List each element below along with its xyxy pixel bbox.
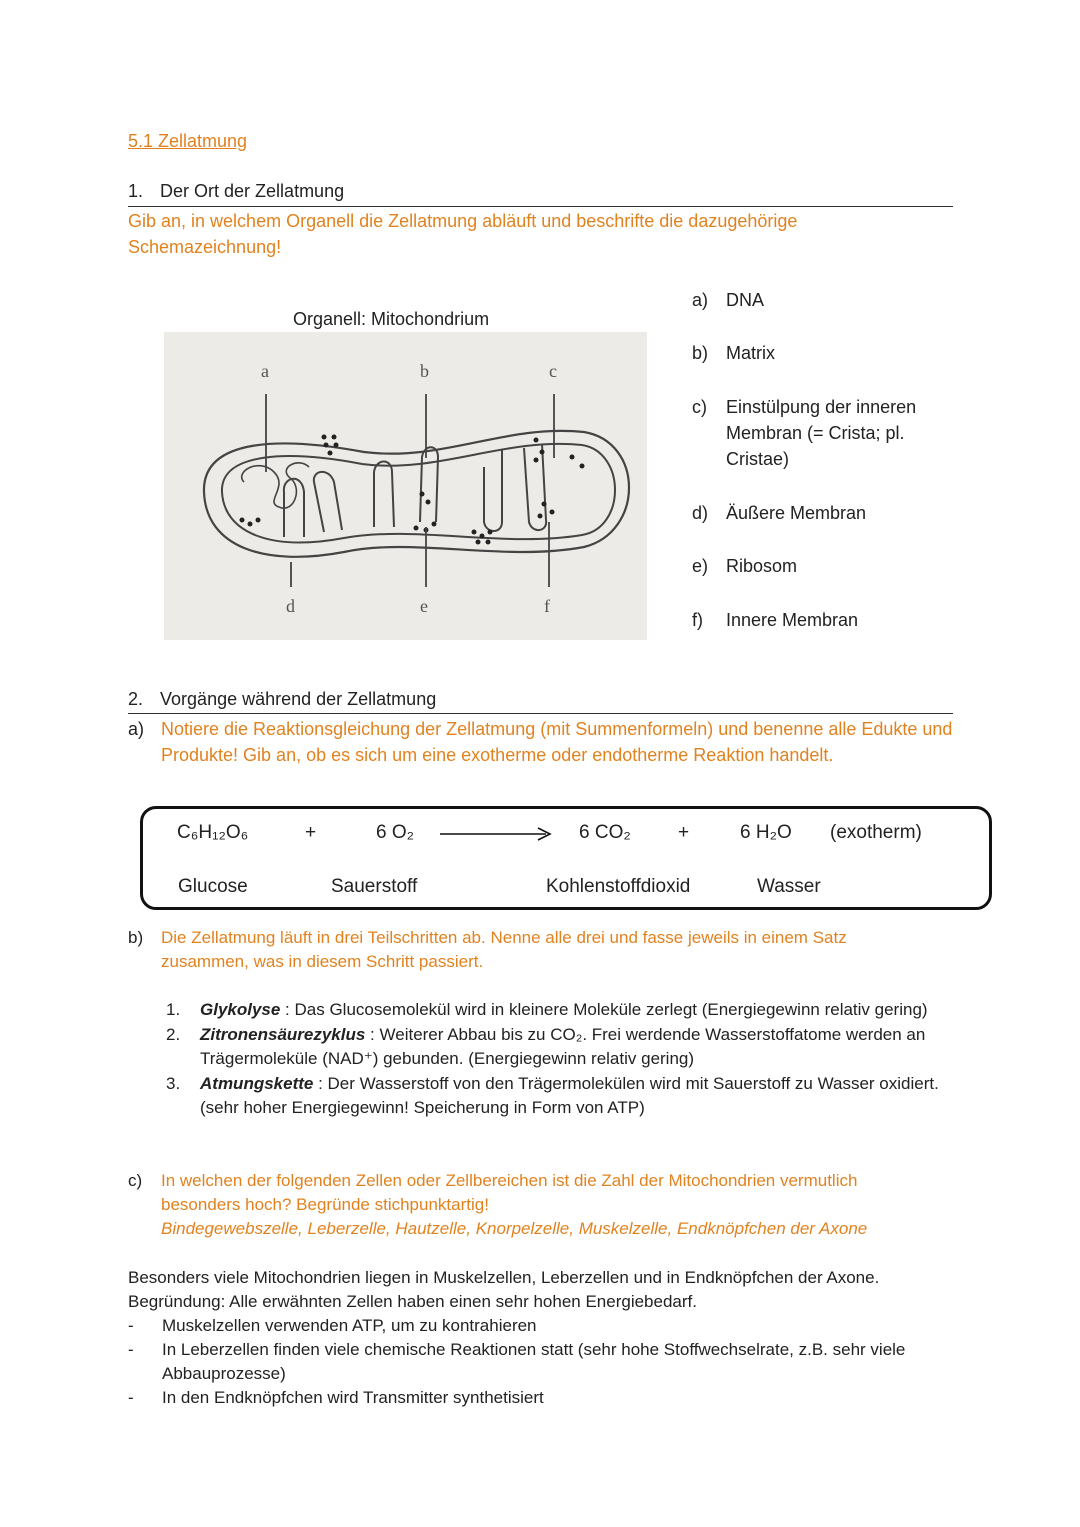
label-e: e) Ribosom: [692, 556, 798, 576]
task-2b: b) Die Zellatmung läuft in drei Teilschritten ab. Nenne alle drei und fasse jeweils in einem Satz zusammen, was in diesem Schritt passiert.: [128, 928, 847, 971]
plus-sign-2: +: [678, 822, 690, 843]
part1-title: Der Ort der Zellatmung: [160, 181, 345, 201]
diagram-letter-e: e: [420, 596, 428, 616]
label-b: b) Matrix: [692, 343, 775, 363]
step-3: 3. Atmungskette : Der Wasserstoff von den Trägermolekülen wird mit Sauerstoff zu Wasser oxidiert. (sehr hoher Energiegewinn! Speicherung in Form von ATP): [166, 1074, 939, 1117]
diagram-letter-f: f: [544, 596, 550, 616]
steps-list: [166, 998, 951, 1121]
part2-rule: [128, 713, 953, 714]
step-2: 2. Zitronensäurezyklus : Weiterer Abbau bis zu CO₂. Frei werdende Wasserstoffatome werden an Trägermoleküle (NAD⁺) gebunden. (Energiegewinn relativ gering): [166, 1025, 926, 1068]
reason-bullet-1: - Muskelzellen verwenden ATP, um zu kontrahieren: [128, 1314, 918, 1338]
water-formula: 6 H₂O: [740, 822, 792, 843]
mitochondrion-diagram: [164, 332, 647, 640]
label-d: d) Äußere Membran: [692, 503, 867, 523]
diagram-letter-d: d: [286, 596, 295, 616]
plus-sign-1: +: [305, 822, 317, 843]
part1-rule: [128, 206, 953, 207]
reason-bullet-3: - In den Endknöpfchen wird Transmitter synthetisiert: [128, 1386, 918, 1410]
reason-bullet-2: - In Leberzellen finden viele chemische Reaktionen statt (sehr hohe Stoffwechselrate, z.B. sehr viele Abbauprozesse): [128, 1338, 918, 1386]
reaction-arrow: [440, 826, 552, 842]
glucose-formula: C₆H₁₂O₆: [177, 822, 249, 843]
diagram-letter-b: b: [420, 361, 429, 381]
section-heading: 5.1 Zellatmung: [128, 131, 248, 151]
step-2-name: Zitronensäurezyklus: [200, 1025, 366, 1044]
task-2c: c) In welchen der folgenden Zellen oder Zellbereichen ist die Zahl der Mitochondrien vermutlich besonders hoch? Begründe stichpunktartig! Bindegewebszelle, Leberzelle, Hautzelle, Knorpelzelle, Muskelzelle, Endknöpfchen der Axone: [128, 1171, 868, 1238]
label-c: c) Einstülpung der inneren Membran (= Crista; pl. Cristae): [692, 397, 917, 469]
water-name: Wasser: [757, 876, 821, 897]
answer-line-2: Begründung: Alle erwähnten Zellen haben einen sehr hohen Energiebedarf.: [128, 1292, 697, 1311]
part1-task: Gib an, in welchem Organell die Zellatmung abläuft und beschrifte die dazugehörige Schemazeichnung!: [128, 211, 798, 257]
diagram-letter-a: a: [261, 361, 269, 381]
step-3-name: Atmungskette: [200, 1074, 314, 1093]
part1-title-row: [128, 178, 344, 204]
label-f: f) Innere Membran: [692, 610, 859, 630]
part2-number: 2.: [128, 689, 144, 709]
co2-name: Kohlenstoffdioxid: [546, 876, 691, 897]
label-a: a) DNA: [692, 290, 765, 310]
answer-2c: [128, 1266, 958, 1410]
co2-formula: 6 CO₂: [579, 822, 631, 843]
part2-title: Vorgänge während der Zellatmung: [160, 689, 437, 709]
task-2a: a) Notiere die Reaktionsgleichung der Zellatmung (mit Summenformeln) und benenne alle Edukte und Produkte! Gib an, ob es sich um eine exotherme oder endotherme Reaktion handelt.: [128, 719, 953, 765]
answer-line-1: Besonders viele Mitochondrien liegen in Muskelzellen, Leberzellen und in Endknöpfchen der Axone.: [128, 1268, 880, 1287]
part2-title-row: [128, 686, 436, 712]
organelle-label: Organell: Mitochondrium: [293, 309, 490, 329]
step-1-name: Glykolyse: [200, 1000, 281, 1019]
diagram-background: [164, 332, 647, 640]
part1-number: 1.: [128, 181, 144, 201]
oxygen-formula: 6 O₂: [376, 822, 414, 843]
glucose-name: Glucose: [178, 876, 248, 897]
diagram-letter-c: c: [549, 361, 557, 381]
reaction-type: (exotherm): [830, 822, 922, 843]
cell-list: Bindegewebszelle, Leberzelle, Hautzelle, Knorpelzelle, Muskelzelle, Endknöpfchen der Axone: [161, 1219, 868, 1238]
oxygen-name: Sauerstoff: [331, 876, 418, 897]
step-1: 1. Glykolyse : Das Glucosemolekül wird in kleinere Moleküle zerlegt (Energiegewinn relativ gering): [166, 1000, 928, 1019]
